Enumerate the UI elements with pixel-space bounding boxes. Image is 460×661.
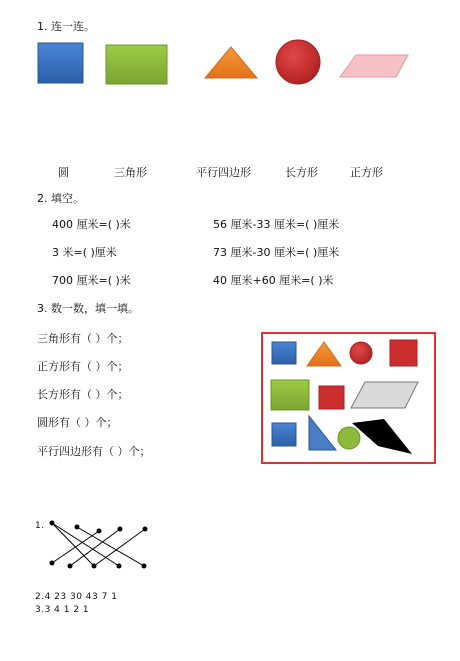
fill-item-5: 700 厘米=( )米 bbox=[52, 274, 131, 287]
dot-top-1 bbox=[50, 521, 55, 526]
answer-2: 2.4 23 30 43 7 1 bbox=[35, 592, 118, 602]
count-line-circles: 圆形有（ ）个； bbox=[37, 416, 118, 429]
dot-top-3 bbox=[97, 529, 102, 534]
fill-item-3: 3 米=( )厘米 bbox=[52, 246, 117, 259]
label-circle: 圆 bbox=[58, 166, 69, 179]
fill-item-6: 40 厘米+60 厘米=( )米 bbox=[213, 274, 334, 287]
answer-3: 3.3 4 1 2 1 bbox=[35, 605, 90, 615]
count-line-squares: 正方形有（ ）个； bbox=[37, 360, 129, 373]
dot-top-2 bbox=[75, 525, 80, 530]
count-line-parallelograms: 平行四边形有（ ）个； bbox=[37, 445, 151, 458]
dot-top-5 bbox=[143, 527, 148, 532]
fill-item-4: 73 厘米-30 厘米=( )厘米 bbox=[213, 246, 340, 259]
fill-item-1: 400 厘米=( )米 bbox=[52, 218, 131, 231]
label-square: 正方形 bbox=[350, 166, 383, 179]
dot-bottom-5 bbox=[142, 564, 147, 569]
section2-title: 2. 填空。 bbox=[37, 192, 84, 205]
answer-1-label: 1. bbox=[35, 521, 45, 531]
section1-title: 1. 连一连。 bbox=[37, 20, 95, 33]
label-triangle: 三角形 bbox=[114, 166, 147, 179]
dot-bottom-1 bbox=[50, 561, 55, 566]
count-line-triangles: 三角形有（ ）个； bbox=[37, 332, 129, 345]
fill-item-2: 56 厘米-33 厘米=( )厘米 bbox=[213, 218, 340, 231]
dot-bottom-3 bbox=[92, 564, 97, 569]
count-line-rectangles: 长方形有（ ）个； bbox=[37, 388, 129, 401]
section3-title: 3. 数一数，填一填。 bbox=[37, 302, 139, 315]
label-parallelogram: 平行四边形 bbox=[196, 166, 251, 179]
dot-bottom-2 bbox=[68, 564, 73, 569]
dot-bottom-4 bbox=[117, 564, 122, 569]
label-rectangle: 长方形 bbox=[285, 166, 318, 179]
dot-top-4 bbox=[118, 527, 123, 532]
